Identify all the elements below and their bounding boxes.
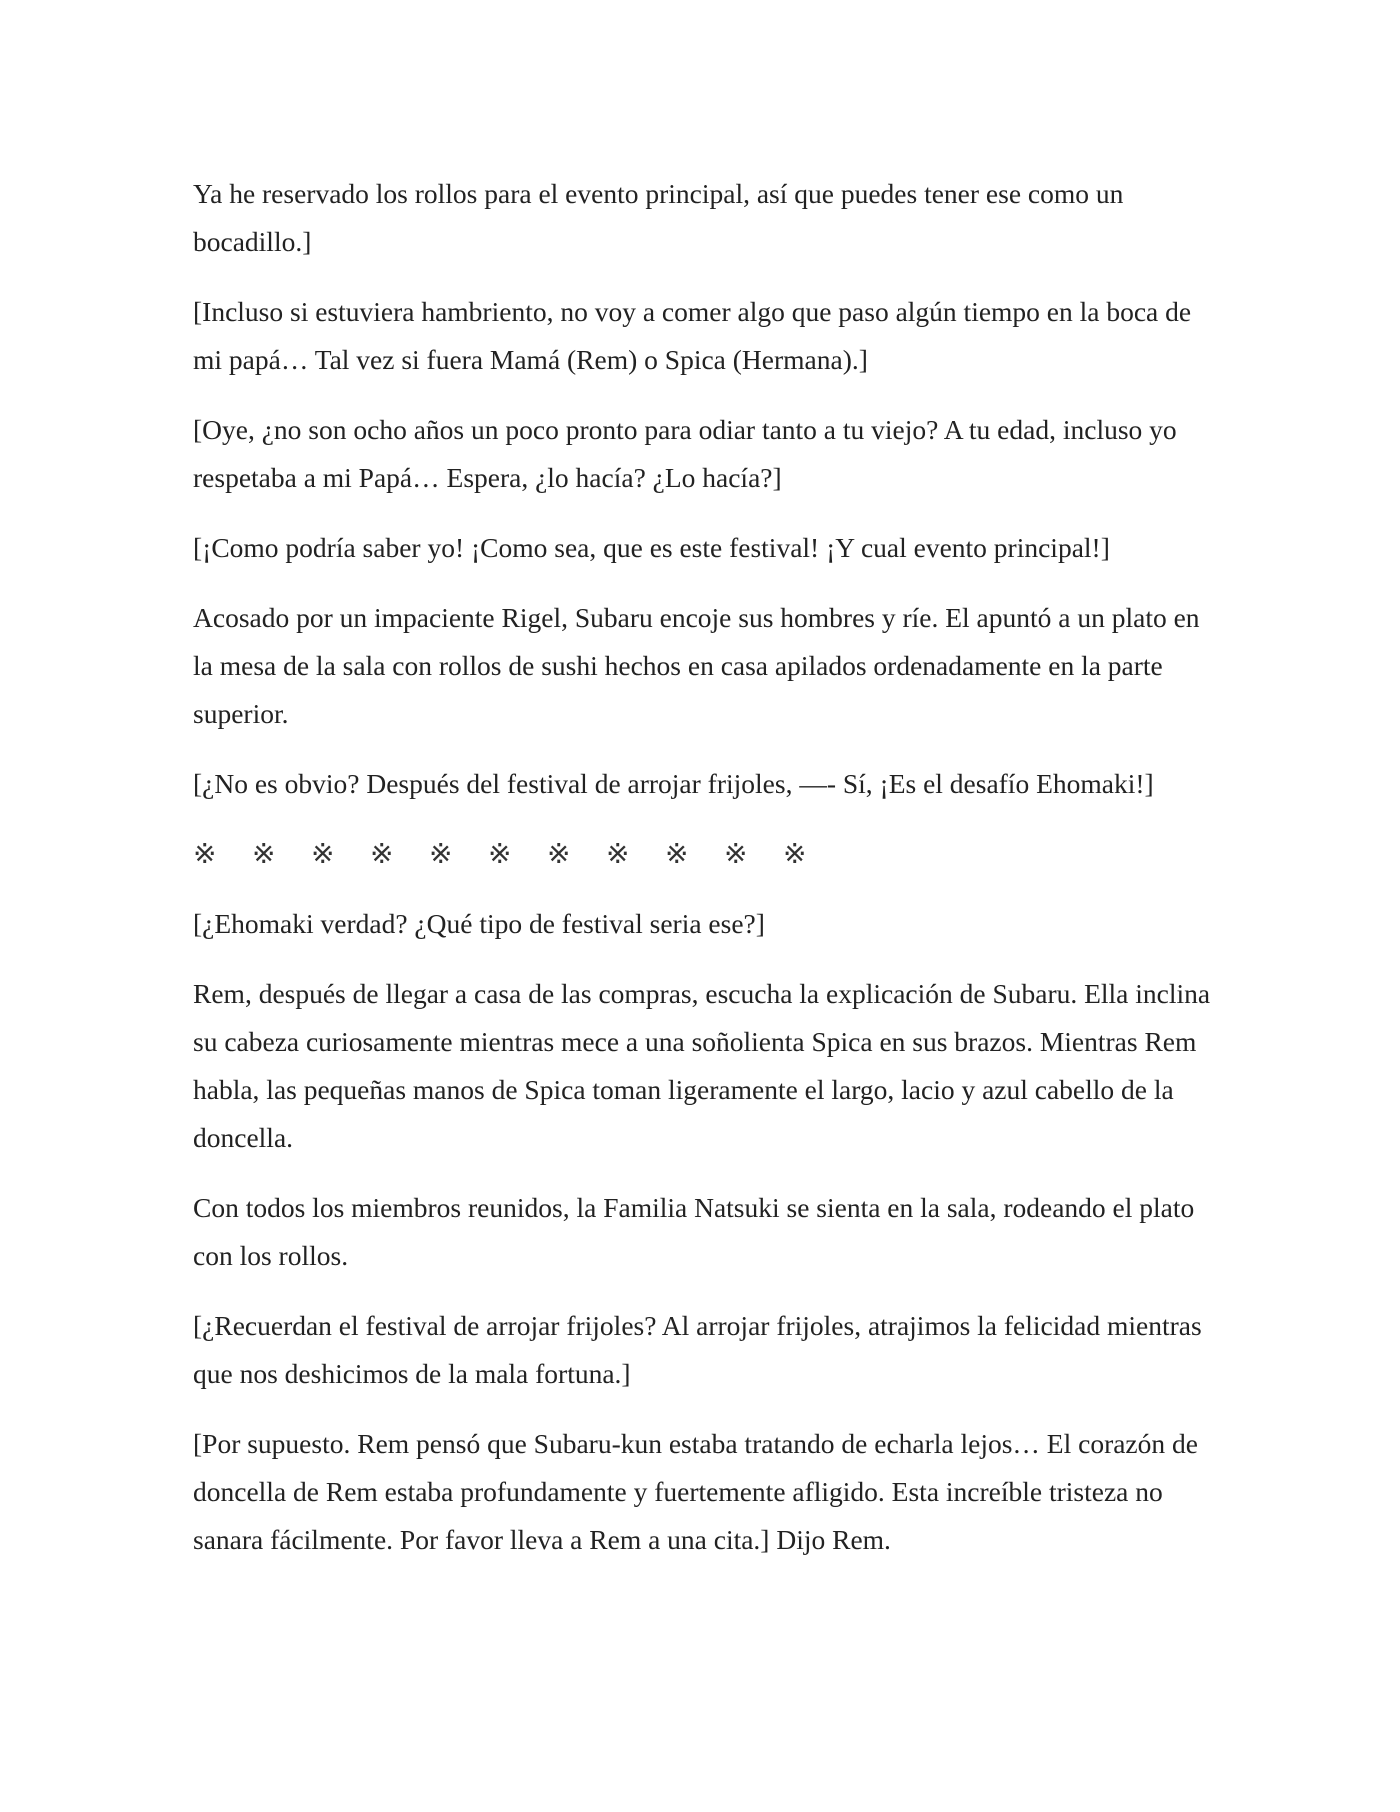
separator-symbol: ※	[665, 837, 689, 870]
scene-separator	[193, 830, 1213, 878]
separator-symbol: ※	[724, 837, 748, 870]
paragraph-11: [Por supuesto. Rem pensó que Subaru-kun estaba tratando de echarla lejos… El corazón de doncella de Rem estaba profundamente y fuertemente afligido. Esta increíble tristeza no sanara fácilmente. Por favor lleva a Rem a una cita.] Dijo Rem.	[193, 1428, 1198, 1555]
paragraph-4: [¡Como podría saber yo! ¡Como sea, que es este festival! ¡Y cual evento principal!]	[193, 532, 1110, 563]
paragraph-5: Acosado por un impaciente Rigel, Subaru encoje sus hombres y ríe. El apuntó a un plato en la mesa de la sala con rollos de sushi hechos en casa apilados ordenadamente en la parte superior.	[193, 602, 1200, 729]
paragraph-7: [¿Ehomaki verdad? ¿Qué tipo de festival seria ese?]	[193, 908, 765, 939]
paragraph-3: [Oye, ¿no son ocho años un poco pronto para odiar tanto a tu viejo? A tu edad, incluso yo respetaba a mi Papá… Espera, ¿lo hacía? ¿Lo hacía?]	[193, 414, 1177, 493]
separator-symbol: ※	[606, 837, 630, 870]
paragraph-10: [¿Recuerdan el festival de arrojar frijoles? Al arrojar frijoles, atrajimos la felicidad mientras que nos deshicimos de la mala fortuna.]	[193, 1310, 1202, 1389]
separator-symbol: ※	[547, 837, 571, 870]
separator-symbol: ※	[311, 837, 335, 870]
paragraph-6: [¿No es obvio? Después del festival de arrojar frijoles, —- Sí, ¡Es el desafío Ehomaki!]	[193, 768, 1154, 799]
paragraph-8: Rem, después de llegar a casa de las compras, escucha la explicación de Subaru. Ella inclina su cabeza curiosamente mientras mece a una soñolienta Spica en sus brazos. Mientras Rem habla, las pequeñas manos de Spica toman ligeramente el largo, lacio y azul cabello de la doncella.	[193, 978, 1211, 1153]
separator-symbol: ※	[429, 837, 453, 870]
separator-symbol: ※	[488, 837, 512, 870]
separator-symbol: ※	[252, 837, 276, 870]
paragraph-9: Con todos los miembros reunidos, la Familia Natsuki se sienta en la sala, rodeando el plato con los rollos.	[193, 1192, 1195, 1271]
separator-symbol: ※	[193, 837, 217, 870]
document-page	[193, 170, 1213, 1586]
paragraph-1: Ya he reservado los rollos para el evento principal, así que puedes tener ese como un bocadillo.]	[193, 178, 1124, 257]
separator-symbol: ※	[370, 837, 394, 870]
separator-symbol: ※	[783, 837, 807, 870]
paragraph-2: [Incluso si estuviera hambriento, no voy a comer algo que paso algún tiempo en la boca de mi papá… Tal vez si fuera Mamá (Rem) o Spica (Hermana).]	[193, 296, 1192, 375]
